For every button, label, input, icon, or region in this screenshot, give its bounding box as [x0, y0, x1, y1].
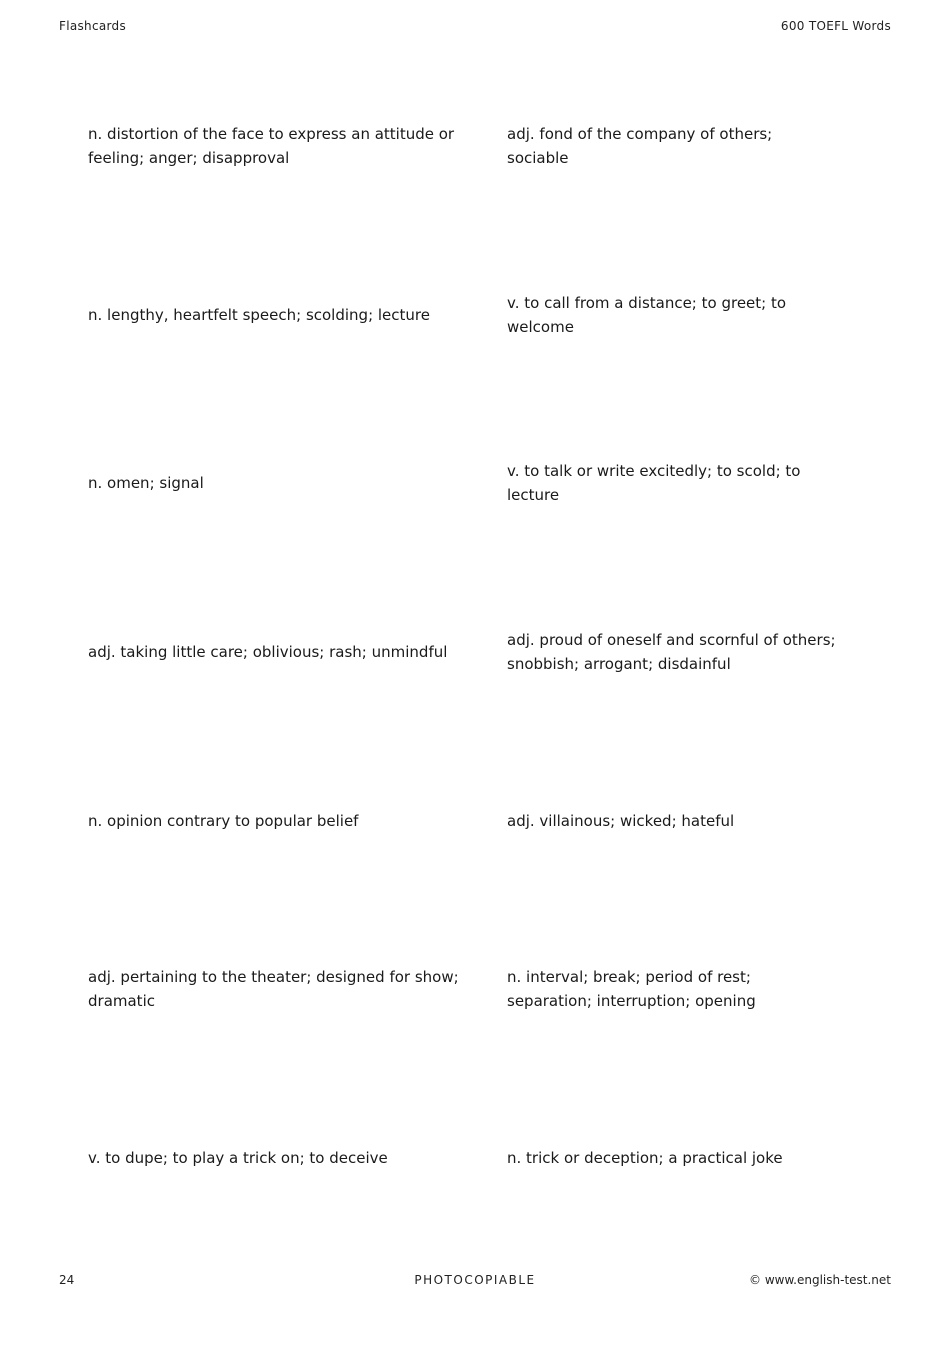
flashcard-definition	[507, 231, 848, 400]
flashcard-grid	[88, 62, 848, 1232]
definition-text: v. to talk or write excitedly; to scold; to lecture	[507, 462, 801, 505]
definition-text: n. opinion contrary to popular belief	[88, 811, 359, 830]
flashcard-definition	[88, 62, 507, 231]
flashcard-definition	[88, 399, 507, 568]
definition-text: n. omen; signal	[88, 474, 204, 493]
header-book-title: 600 TOEFL Words	[780, 19, 891, 33]
copyright-notice: © www.english-test.net	[749, 1273, 891, 1287]
definition-text: adj. taking little care; oblivious; rash; unmindful	[88, 643, 448, 662]
flashcard-definition	[88, 568, 507, 737]
definition-text: n. trick or deception; a practical joke	[507, 1148, 783, 1167]
definition-text: adj. villainous; wicked; hateful	[507, 811, 735, 830]
flashcard-definition	[507, 399, 848, 568]
definition-text: n. distortion of the face to express an attitude or feeling; anger; disapproval	[88, 125, 455, 168]
definition-text: n. interval; break; period of rest; separation; interruption; opening	[507, 968, 756, 1011]
flashcard-definition	[88, 1074, 507, 1243]
flashcard-definition	[88, 231, 507, 400]
photocopiable-label: PHOTOCOPIABLE	[414, 1273, 536, 1287]
flashcard-definition	[507, 736, 848, 905]
flashcard-definition	[507, 568, 848, 737]
flashcard-definition	[88, 905, 507, 1074]
flashcard-definition	[507, 905, 848, 1074]
page-number: 24	[59, 1273, 75, 1287]
flashcard-definition	[88, 736, 507, 905]
definition-text: n. lengthy, heartfelt speech; scolding; lecture	[88, 305, 430, 324]
definition-text: v. to call from a distance; to greet; to welcome	[507, 293, 787, 336]
definition-text: adj. pertaining to the theater; designed for show; dramatic	[88, 968, 459, 1011]
flashcard-definition	[507, 62, 848, 231]
definition-text: adj. fond of the company of others; sociable	[507, 125, 773, 168]
header-section-title: Flashcards	[59, 19, 126, 33]
definition-text: adj. proud of oneself and scornful of others; snobbish; arrogant; disdainful	[507, 631, 836, 674]
flashcard-definition	[507, 1074, 848, 1243]
definition-text: v. to dupe; to play a trick on; to deceive	[88, 1148, 388, 1167]
